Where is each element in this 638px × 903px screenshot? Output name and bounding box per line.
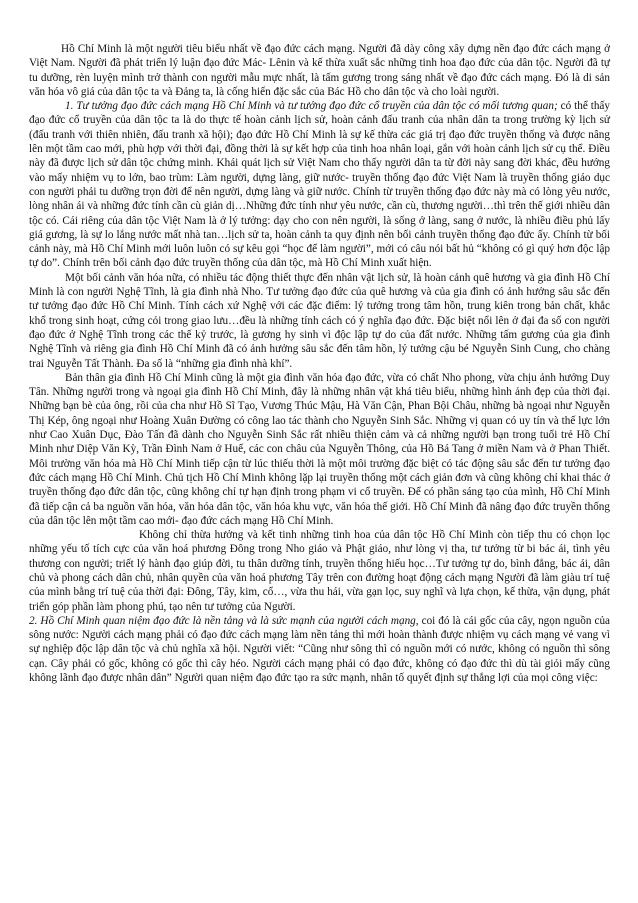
section-1-heading: 1. Tư tưởng đạo đức cách mạng Hồ Chí Minh và tư tưởng đạo đức cổ truyền của dân tộc có mối tương quan; (65, 100, 558, 113)
paragraph-intro-text: Hồ Chí Minh là một người tiêu biểu nhất về đạo đức cách mạng. Người đã dày công xây dựng nền đạo đức cách mạng ở Việt Nam. Người đã phát triển lý luận đạo đức Mác- Lênin và kế thừa xuất sắc những tinh hoa đạo đức của dân tộc. Người đã tự tu dưỡng, rèn luyện mình trở thành con người mẫu mực nhất, là tấm gương trong sáng nhất về đạo đức cách mạng. Đó là di sản văn hóa vô giá của dân tộc ta và Đảng ta, là cống hiến đặc sắc của Bác Hồ cho dân tộc và cho loài người. (29, 43, 610, 98)
section-1-body: có thể thấy đạo đức cổ truyền của dân tộc ta là do thực tế hoàn cảnh lịch sử, hoàn cảnh đấu tranh của nhân dân ta trong trường kỳ lịch sử (đấu tranh với thiên nhiên, đấu tranh xã hội); đạo đức Hồ Chí Minh là sự kế thừa các giá trị đạo đức truyền thống và được nâng lên một tầm cao mới, phù hợp với thời đại, đồng thời là sự kết hợp của tinh hoa nhân loại, gắn với hoàn cảnh lịch sử cụ thể. Điều này đã được lịch sử dân tộc chứng minh. Khái quát lịch sử Việt Nam cho thấy người dân ta từ đời này sang đời khác, đều hướng vào mấy nhiệm vụ to lớn, bao trùm: Làm người, dựng làng, giữ nước- truyền thống đạo đức Việt Nam là truyền thống giáo dục con người phải tu dưỡng trọn đời để nên người, dựng làng và giữ nước. Chính từ truyền thống đạo đức này mà có lòng yêu nước, lòng nhân ái và những đức tính cần cù giản dị…Những đức tính như yêu nước, cần cù, thương người…thì trên thế giới nhiều dân tộc có. Cái riêng của dân tộc Việt Nam là ở lý tưởng: dạy cho con nên người, là sống ở làng, sang ở nước, là nhiều điều phủ lấy giá gương, là sự lo lắng nước mất nhà tan…lịch sử ta, hoàn cảnh ta quy định nên bối cảnh truyền thống đạo đức ấy. Chính từ bối cảnh này, mà Hồ Chí Minh mới luôn luôn có sự kêu gọi “học để làm người”, mới có câu nói bất hủ “không có gì quý hơn độc lập tự do”. Chính trên bối cảnh đạo đức truyền thống của dân tộc, mà Hồ Chí Minh xuất hiện. (29, 100, 610, 270)
paragraph-section-1 (29, 99, 610, 271)
paragraph-hometown-family (29, 271, 610, 371)
paragraph-family-culture (29, 371, 610, 528)
paragraph-intro (29, 42, 610, 99)
section-2-heading: 2. Hồ Chí Minh quan niệm đạo đức là nền tảng và là sức mạnh của người cách mạng, (29, 614, 419, 627)
paragraph-hometown-family-text: Một bối cảnh văn hóa nữa, có nhiều tác động thiết thực đến nhân vật lịch sử, là hoàn cảnh quê hương và gia đình Hồ Chí Minh là con người Nghệ Tĩnh, là gia đình nhà Nho. Tư tưởng đạo đức của quê hương và của gia đình có ảnh hưởng sâu sắc đến tư tưởng đạo đức Hồ Chí Minh. Tính cách xứ Nghệ với các đặc điểm: lý tưởng trong tâm hồn, trung kiên trong bản chất, khắc khổ trong sinh hoạt, cứng cỏi trong giao lưu…đều là những tính cách có ý nghĩa đạo đức. Đặc biệt nổi lên ở đại đa số con người đạo đức ở Nghệ Tĩnh trong các thế kỷ trước, là gương hy sinh vì độc lập tự do của đất nước. Những tấm gương của gia đình Nghệ Tĩnh và riêng gia đình Hồ Chí Minh đã có ảnh hưởng sâu sắc đến tâm hồn, lý tưởng cậu bé Nguyễn Sinh Cung, cho chàng trai Nguyễn Tất Thành. Đa số là “những gia đình nhà khí”. (29, 271, 610, 370)
section-2-body: coi đó là cái gốc của cây, ngọn nguồn của sông nước: Người cách mạng phải có đạo đức cách mạng làm nền tảng thì mới hoàn thành được nhiệm vụ cách mạng vẻ vang vì sự nghiệp độc lập dân tộc và chủ nghĩa xã hội. Người viết: “Cũng như sông thì có nguồn mới có nước, không có nguồn thì sông cạn. Cây phải có gốc, không có gốc thì cây héo. Người cách mạng phải có đạo đức, không có đạo đức thì dù tài giỏi mấy cũng không lãnh đạo được nhân dân” Người quan niệm đạo đức tạo ra sức mạnh, nhân tố quyết định sự thắng lợi của mọi công việc: (29, 614, 611, 685)
paragraph-east-west-text: Không chỉ thừa hưởng và kết tinh những tinh hoa của dân tộc Hồ Chí Minh còn tiếp thu có chọn lọc những yếu tố tích cực của văn hoá phương Đông trong Nho giáo và Phật giáo, như lòng vị tha, tư tưởng từ bi bác ái, tình yêu thương con người; triết lý hành đạo giúp đời, tu thân dưỡng tính, truyền thống hiếu học…Tư tưởng tự do, bình đẳng, bác ái, dân chủ và phong cách dân chủ, nhân quyền của văn hoá phương Tây trên con đường hoạt động cách mạng Người đã làm giàu trí tuệ của mình bằng trí tuệ của thời đại: Đông, Tây, kim, cổ…, vừa thu hái, vừa gạn lọc, suy nghĩ và lựa chọn, kế thừa, vận dụng, phát triển góp phần làm phong phú, tạo nên tư tưởng của Người. (29, 529, 610, 613)
paragraph-section-2 (29, 614, 610, 685)
paragraph-family-culture-text: Bản thân gia đình Hồ Chí Minh cũng là một gia đình văn hóa đạo đức, vừa có chất Nho phong, vừa chịu ảnh hưởng Duy Tân. Những người trong và ngoại gia đình Hồ Chí Minh, đây là những nhân vật khá tiêu biểu, những hình ảnh đẹp của thời đại. Những bạn bè của ông, rồi của cha như Hồ Sĩ Tạo, Vương Thúc Mậu, Hà Văn Cận, Phan Bội Châu, những bà ngoại như Nguyễn Thị Kép, ông ngoại như Hoàng Xuân Đường có công lao tác thành cho Nguyễn Sinh Sắc. Những vị quan có uy tín và thế lực lớn như Cao Xuân Dục, Đào Tấn đã dành cho Nguyễn Sinh Sắc rất nhiều thiện cảm và cả những người bạn trong tuổi trẻ Hồ Chí Minh như Diệp Văn Kỳ, Trần Đình Nam ở Huế, các con châu của Nguyễn Thông, của Hồ Bá Tang ở miền Nam và ở Phan Thiết. Môi trường văn hóa mà Hồ Chí Minh tiếp cận từ lúc thiếu thời là một môi trường đặc biệt có tác động sâu sắc đến tư tưởng đạo đức cách mạng Hồ Chí Minh. Chủ tịch Hồ Chí Minh không lặp lại truyền thống một cách giản đơn và cũng không chỉ khai thác ở truyền thống đạo đức dân tộc, cũng không chỉ tự hạn định trong phạm vi cổ truyền. Để có phần sáng tạo của mình, Hồ Chí Minh đã tiếp cận cả ba nguồn văn hóa, văn hóa dân tộc, văn hóa khu vực, văn hóa thế giới. Hồ Chí Minh đã nâng đạo đức truyền thống của dân tộc lên một tầm cao mới- đạo đức cách mạng Hồ Chí Minh. (29, 371, 610, 527)
paragraph-east-west (29, 528, 610, 614)
